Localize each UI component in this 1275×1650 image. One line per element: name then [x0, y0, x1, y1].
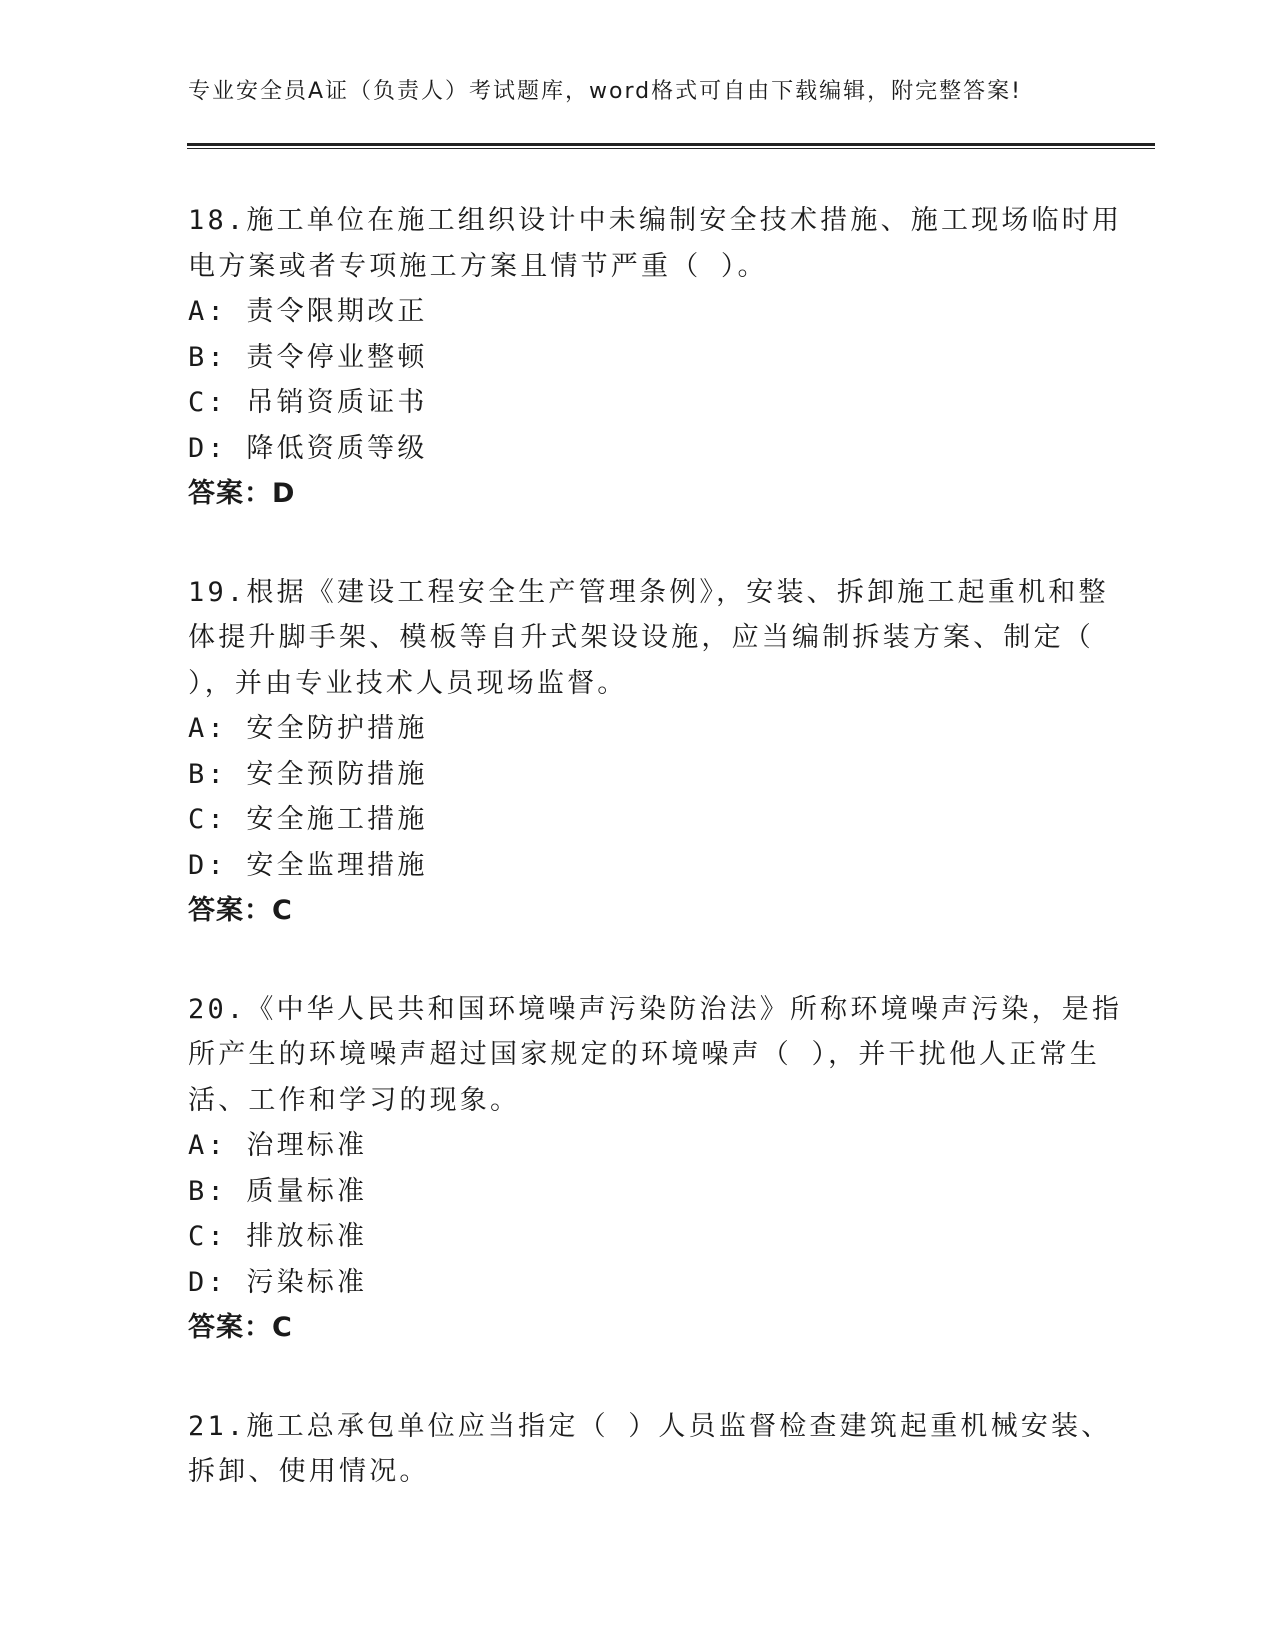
question-20	[188, 987, 1123, 1351]
question-stem-line: 20.《中华人民共和国环境噪声污染防治法》所称环境噪声污染，是指	[188, 993, 1123, 1025]
question-stem-line: 所产生的环境噪声超过国家规定的环境噪声（ ），并干扰他人正常生	[188, 1039, 1100, 1070]
question-19	[188, 570, 1109, 934]
option-d: D: 污染标准	[188, 1266, 368, 1298]
option-c: C: 排放标准	[188, 1221, 368, 1252]
question-stem-line: 活、工作和学习的现象。	[188, 1084, 521, 1116]
option-b: B: 安全预防措施	[188, 758, 428, 790]
option-b: B: 责令停业整顿	[188, 341, 428, 373]
question-list	[188, 198, 1123, 1548]
option-a: A: 责令限期改正	[188, 296, 428, 327]
option-d: D: 降低资质等级	[188, 432, 428, 464]
question-18	[188, 198, 1123, 517]
answer-line: 答案：D	[188, 478, 296, 509]
header-divider	[187, 143, 1155, 149]
option-a: A: 治理标准	[188, 1130, 368, 1161]
question-21	[188, 1404, 1112, 1495]
option-a: A: 安全防护措施	[188, 713, 428, 744]
question-stem-line: 电方案或者专项施工方案且情节严重（ ）。	[188, 250, 768, 282]
answer-line: 答案：C	[188, 895, 293, 926]
question-stem-line: 拆卸、使用情况。	[188, 1456, 430, 1487]
option-d: D: 安全监理措施	[188, 849, 428, 881]
option-c: C: 吊销资质证书	[188, 387, 428, 418]
option-c: C: 安全施工措施	[188, 804, 428, 835]
question-stem-line: 体提升脚手架、模板等自升式架设设施，应当编制拆装方案、制定（	[188, 622, 1094, 653]
page-header-title: 专业安全员A证（负责人）考试题库，word格式可自由下载编辑，附完整答案!	[188, 79, 1022, 104]
answer-line: 答案：C	[188, 1312, 293, 1343]
question-stem-line: 21.施工总承包单位应当指定（ ）人员监督检查建筑起重机械安装、	[188, 1410, 1112, 1442]
question-stem-line: 19.根据《建设工程安全生产管理条例》，安装、拆卸施工起重机和整	[188, 576, 1109, 608]
option-b: B: 质量标准	[188, 1175, 368, 1207]
question-stem-line: ），并由专业技术人员现场监督。	[188, 667, 628, 699]
question-stem-line: 18.施工单位在施工组织设计中未编制安全技术措施、施工现场临时用	[188, 205, 1123, 236]
